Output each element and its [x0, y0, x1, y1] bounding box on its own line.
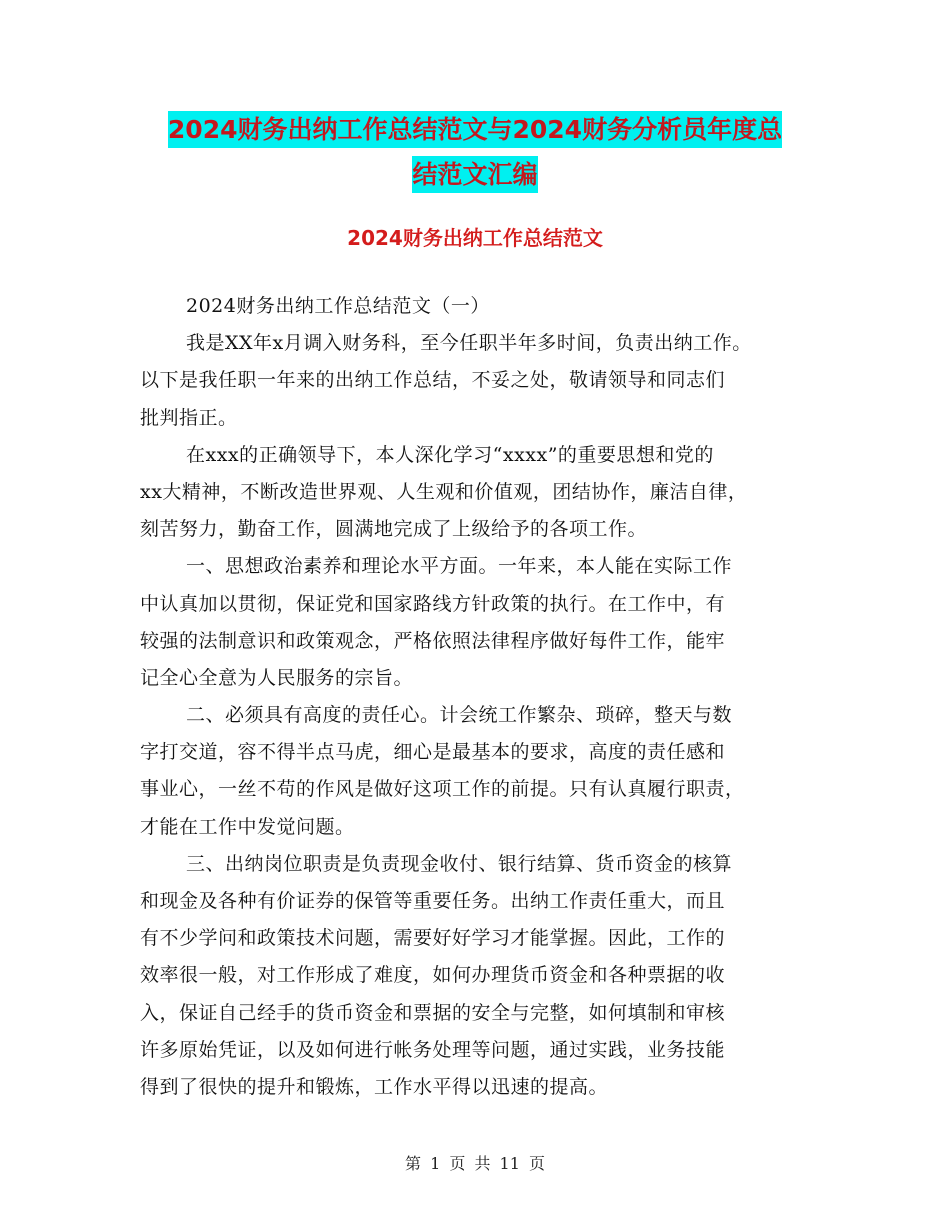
paragraph-line: 记全心全意为人民服务的宗旨。	[140, 666, 414, 689]
paragraph-line: 效率很一般，对工作形成了难度，如何办理货币资金和各种票据的收	[140, 964, 726, 987]
main-title-line-1-text: 2024财务出纳工作总结范文与2024财务分析员年度总	[168, 111, 782, 148]
paragraph-line: 一、思想政治素养和理论水平方面。一年来，本人能在实际工作	[186, 555, 733, 578]
paragraph-line: 以下是我任职一年来的出纳工作总结，不妥之处，敬请领导和同志们	[140, 369, 726, 392]
paragraph-line: 批判指正。	[140, 406, 238, 429]
paragraph-line: 有不少学问和政策技术问题，需要好好学习才能掌握。因此，工作的	[140, 927, 726, 950]
paragraph-line: 才能在工作中发觉问题。	[140, 815, 355, 838]
paragraph-line: 较强的法制意识和政策观念，严格依照法律程序做好每件工作，能牢	[140, 629, 726, 652]
page-footer: 第 1 页 共 11 页	[405, 1154, 545, 1173]
paragraph-line: 和现金及各种有价证券的保管等重要任务。出纳工作责任重大，而且	[140, 890, 726, 912]
paragraph-line: 刻苦努力，勤奋工作，圆满地完成了上级给予的各项工作。	[140, 518, 648, 541]
paragraph-line: 中认真加以贯彻，保证党和国家路线方针政策的执行。在工作中，有	[140, 592, 726, 615]
main-title-line-2-text: 结范文汇编	[412, 156, 537, 193]
paragraph-line: 事业心，一丝不苟的作风是做好这项工作的前提。只有认真履行职责，	[140, 778, 745, 801]
paragraph-line: 许多原始凭证，以及如何进行帐务处理等问题，通过实践，业务技能	[140, 1038, 726, 1061]
paragraph-line: 在xxx的正确领导下，本人深化学习“xxxx”的重要思想和党的	[186, 443, 714, 466]
paragraph-line: 得到了很快的提升和锻炼，工作水平得以迅速的提高。	[140, 1075, 609, 1098]
paragraph-line: 字打交道，容不得半点马虎，细心是最基本的要求，高度的责任感和	[140, 741, 726, 764]
subheading: 2024财务出纳工作总结范文（一）	[186, 295, 490, 317]
paragraph-line: 入，保证自己经手的货币资金和票据的安全与完整，如何填制和审核	[140, 1001, 726, 1024]
paragraph-line: 我是XX年x月调入财务科，至今任职半年多时间，负责出纳工作。	[186, 332, 752, 355]
paragraph-line: 三、出纳岗位职责是负责现金收付、银行结算、货币资金的核算	[186, 852, 733, 875]
section-title: 2024财务出纳工作总结范文	[347, 226, 603, 250]
paragraph-line: 二、必须具有高度的责任心。计会统工作繁杂、琐碎，整天与数	[186, 704, 733, 727]
main-title-line-1	[140, 115, 810, 145]
paragraph-line: xx大精神，不断改造世界观、人生观和价值观，团结协作，廉洁自律，	[140, 480, 748, 503]
body-text	[140, 288, 820, 1106]
main-title-line-2	[140, 160, 810, 190]
